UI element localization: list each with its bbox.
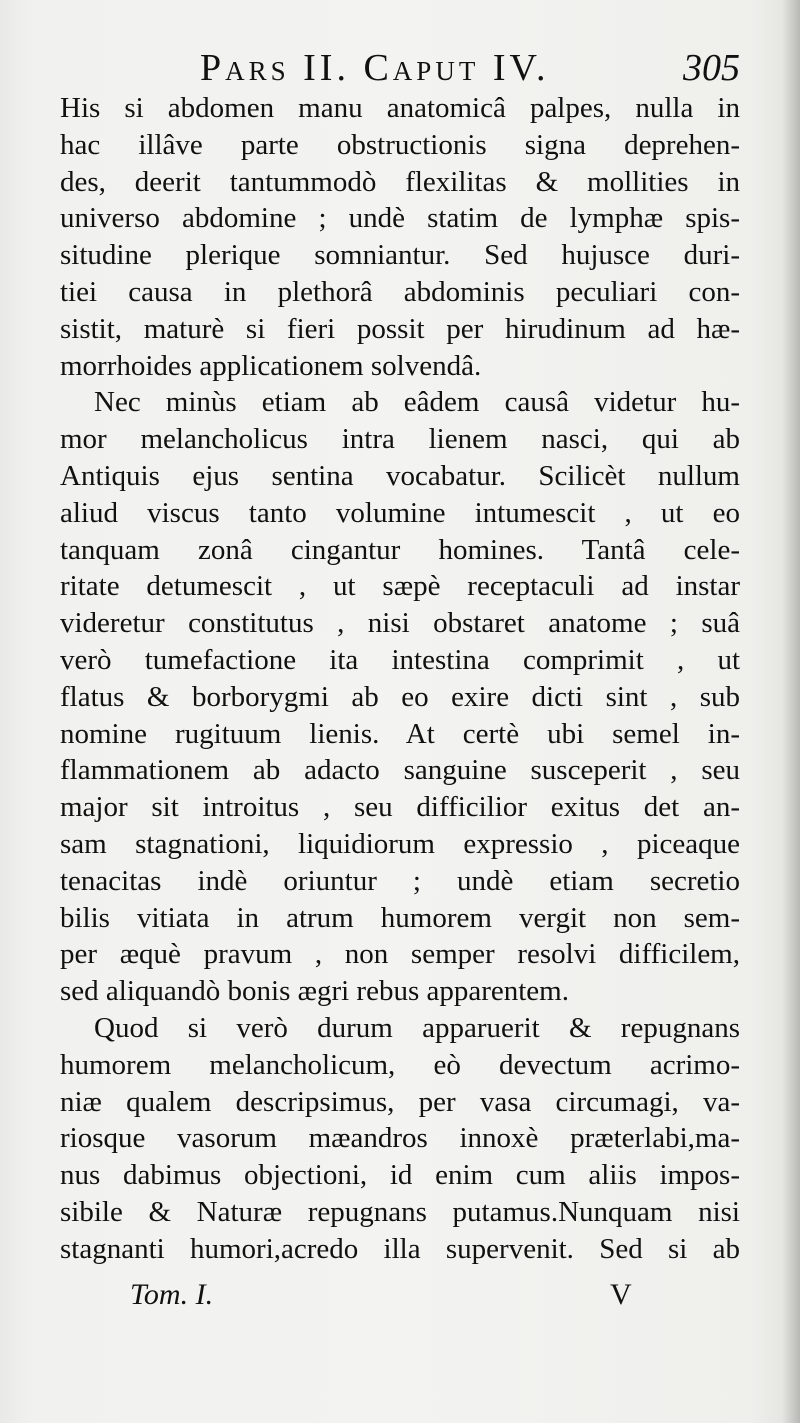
- text-line: bilis vitiata in atrum humorem vergit non sem-: [60, 901, 740, 934]
- text-line: Nec minùs etiam ab eâdem causâ videtur hu-: [94, 386, 740, 419]
- text-line: flatus & borborygmi ab eo exire dicti sint , sub: [60, 680, 740, 713]
- text-line: morrhoides applicationem solvendâ.: [60, 349, 482, 382]
- text-line: nus dabimus objectioni, id enim cum aliis impos-: [60, 1159, 740, 1192]
- text-line: sam stagnationi, liquidiorum expressio , piceaque: [60, 827, 740, 860]
- text-line: mor melancholicus intra lienem nasci, qui ab: [60, 423, 740, 456]
- text-line: situdine plerique somniantur. Sed hujusce duri-: [60, 239, 740, 272]
- body-text: [60, 90, 740, 1268]
- running-head: [60, 42, 744, 94]
- text-line: universo abdomine ; undè statim de lymphæ spis-: [60, 202, 740, 235]
- text-line: des, deerit tantummodò flexilitas & mollities in: [60, 165, 740, 198]
- page-number: 305: [683, 47, 740, 89]
- paragraph: [60, 1010, 740, 1268]
- text-line: niæ qualem descripsimus, per vasa circumagi, va-: [60, 1085, 740, 1118]
- text-line: His si abdomen manu anatomicâ palpes, nulla in: [60, 92, 740, 124]
- text-line: hac illâve parte obstructionis signa deprehen-: [60, 128, 740, 161]
- text-line: sistit, maturè si fieri possit per hirudinum ad hæ-: [60, 312, 740, 345]
- signature-mark: V: [610, 1278, 632, 1311]
- text-line: tanquam zonâ cingantur homines. Tantâ cele-: [60, 533, 740, 566]
- text-line: Quod si verò durum apparuerit & repugnans: [94, 1011, 740, 1044]
- page-footer: [60, 1278, 740, 1318]
- text-line: sibile & Naturæ repugnans putamus.Nunquam nisi: [60, 1195, 740, 1228]
- text-line: aliud viscus tanto volumine intumescit , ut eo: [60, 496, 740, 529]
- page-edge-shadow: [782, 0, 800, 1423]
- text-line: Antiquis ejus sentina vocabatur. Scilicèt nullum: [60, 459, 740, 492]
- volume-mark: Tom. I.: [130, 1278, 214, 1311]
- text-line: major sit introitus , seu difficilior exitus det an-: [60, 791, 740, 824]
- paragraph: [60, 384, 740, 1010]
- text-line: riosque vasorum mæandros innoxè præterlabi,ma-: [60, 1122, 740, 1155]
- paragraph: [60, 90, 740, 384]
- text-line: humorem melancholicum, eò devectum acrimo-: [60, 1048, 740, 1081]
- text-line: ritate detumescit , ut sæpè receptaculi ad instar: [60, 570, 740, 603]
- text-line: sed aliquandò bonis ægri rebus apparentem.: [60, 975, 569, 1008]
- text-line: verò tumefactione ita intestina comprimit , ut: [60, 643, 740, 676]
- text-line: flammationem ab adacto sanguine susceperit , seu: [60, 754, 740, 787]
- text-line: per æquè pravum , non semper resolvi difficilem,: [60, 938, 740, 971]
- text-line: nomine rugituum lienis. At certè ubi semel in-: [60, 717, 740, 750]
- text-line: stagnanti humori,acredo illa supervenit. Sed si ab: [60, 1232, 740, 1265]
- text-line: videretur constitutus , nisi obstaret anatome ; suâ: [60, 607, 740, 640]
- text-line: tiei causa in plethorâ abdominis peculiari con-: [60, 275, 740, 308]
- running-head-title: Pars II. Caput IV.: [200, 47, 550, 89]
- text-line: tenacitas indè oriuntur ; undè etiam secretio: [60, 864, 740, 897]
